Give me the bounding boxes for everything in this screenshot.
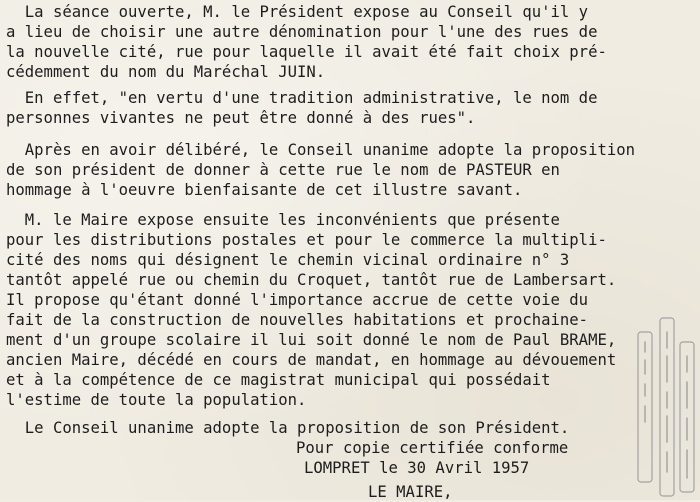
archive-stamp-graphic: [608, 312, 700, 500]
paragraph-4-line-10: l'estime de toute la population.: [6, 391, 307, 409]
paragraph-4-line-9: et à la compétence de ce magistrat municipal qui possédait: [6, 371, 551, 389]
signatory-title: LE MAIRE,: [368, 483, 453, 501]
place-and-date: LOMPRET le 30 Avril 1957: [304, 459, 530, 477]
paragraph-4-line-5: Il propose qu'étant donné l'importance accrue de cette voie du: [6, 291, 589, 309]
paragraph-4-line-8: ancien Maire, décédé en cours de mandat, en hommage au dévouement: [6, 351, 617, 369]
paragraph-4-line-2: pour les distributions postales et pour le commerce la multipli-: [6, 231, 607, 249]
paragraph-5-line-1: Le Conseil unanime adopte la proposition de son Président.: [6, 419, 570, 437]
paragraph-4-line-7: ment d'un groupe scolaire il lui soit donné le nom de Paul BRAME,: [6, 331, 617, 349]
paragraph-1-line-1: La séance ouverte, M. le Président expose au Conseil qu'il y: [6, 3, 589, 21]
paragraph-1-line-3: la nouvelle cité, rue pour laquelle il avait été fait choix pré-: [6, 43, 607, 61]
paragraph-2-line-2: personnes vivantes ne peut être donné à des rues".: [6, 109, 476, 127]
paragraph-4-line-1: M. le Maire expose ensuite les inconvénients que présente: [6, 211, 560, 229]
paragraph-2-line-1: En effet, "en vertu d'une tradition administrative, le nom de: [6, 89, 598, 107]
paragraph-4-line-6: fait de la construction de nouvelles habitations et prochaine-: [6, 311, 589, 329]
certification-line: Pour copie certifiée conforme: [296, 439, 569, 457]
paragraph-3-line-3: hommage à l'oeuvre bienfaisante de cet illustre savant.: [6, 181, 523, 199]
paragraph-4-line-4: tantôt appelé rue ou chemin du Croquet, tantôt rue de Lambersart.: [6, 271, 617, 289]
paragraph-3-line-1: Après en avoir délibéré, le Conseil unanime adopte la proposition: [6, 141, 636, 159]
paragraph-1-line-2: a lieu de choisir une autre dénomination pour l'une des rues de: [6, 23, 598, 41]
paragraph-4-line-3: cité des noms qui désignent le chemin vicinal ordinaire n° 3: [6, 251, 570, 269]
paragraph-3-line-2: de son président de donner à cette rue le nom de PASTEUR en: [6, 161, 560, 179]
paragraph-1-line-4: cédemment du nom du Maréchal JUIN.: [6, 63, 326, 81]
